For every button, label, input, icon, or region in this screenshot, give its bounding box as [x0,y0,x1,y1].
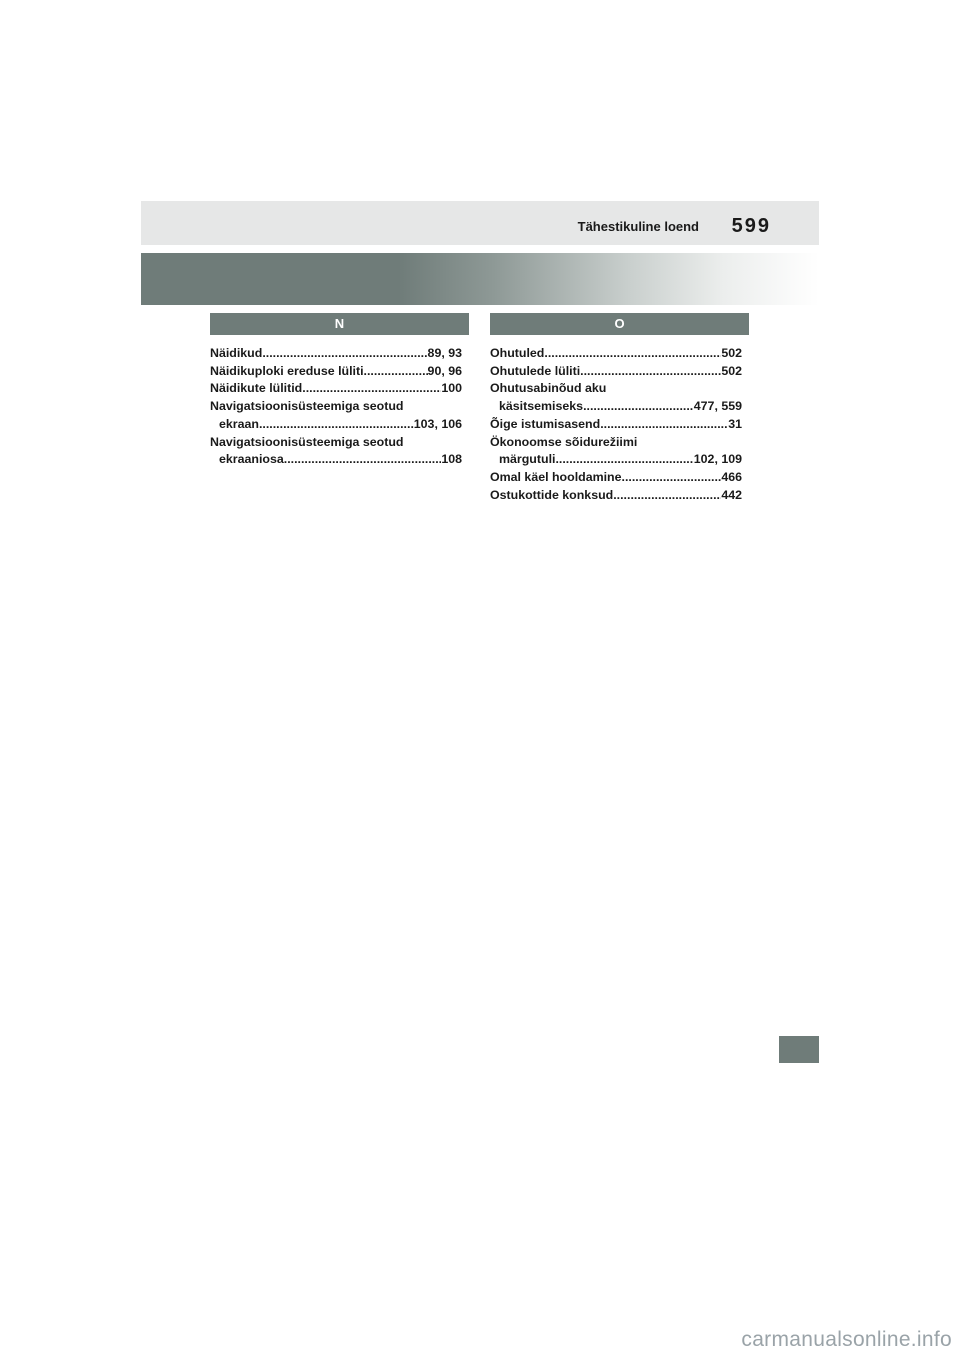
section-letter-o: O [490,313,749,335]
entry-term: Ohutuled [490,346,545,360]
index-entry [490,434,742,452]
entry-term: Ökonoomse sõidurežiimi [490,434,638,449]
entry-page: 502 [721,363,742,378]
index-subentry [490,451,742,469]
index-entry [210,345,462,363]
entry-term: märgutuli [499,452,556,467]
entry-page: 31 [728,416,742,431]
index-entry [210,363,462,381]
entry-page: 108 [441,452,462,467]
decorative-banner [141,253,819,305]
entry-page: 477, 559 [693,399,742,414]
entry-term: Näidikuploki ereduse lüliti [210,363,364,378]
entry-page: 102, 109 [693,452,742,467]
entry-term: käsitsemiseks [499,399,584,414]
chapter-thumb-tab [779,1036,819,1063]
dot-leader [284,451,442,469]
index-entry [490,487,742,505]
entry-term: Õige istumisasend [490,416,601,431]
index-subentry [490,398,742,416]
entry-page: 502 [721,346,742,360]
index-entry [210,434,462,452]
entry-term: Ohutulede lüliti [490,363,581,378]
index-list-n [210,345,462,469]
section-title: Tähestikuline loend [577,219,699,234]
dot-leader [544,345,721,363]
index-entry [490,380,742,398]
dot-leader [259,416,414,434]
entry-page: 103, 106 [413,416,462,431]
page-number: 599 [731,215,771,237]
index-subentry [210,451,462,469]
entry-term: Ostukottide konksud [490,487,614,502]
index-entry [210,398,462,416]
entry-term: Näidikud [210,346,263,360]
entry-page: 89, 93 [427,346,462,360]
dot-leader [613,487,721,505]
entry-term: Navigatsioonisüsteemiga seotud [210,434,404,449]
dot-leader [622,469,722,487]
entry-page: 466 [721,469,742,484]
entry-page: 442 [721,487,742,502]
section-letter-n: N [210,313,469,335]
entry-term: Navigatsioonisüsteemiga seotud [210,399,404,414]
index-section-o [490,313,749,504]
index-entry [490,469,742,487]
index-entry [210,380,462,398]
page-header [141,201,819,245]
dot-leader [364,363,428,381]
dot-leader [262,345,427,363]
dot-leader [580,363,721,381]
index-entry [490,416,742,434]
entry-term: ekraan [219,416,259,431]
watermark: carmanualsonline.info [741,1328,952,1351]
index-section-n [210,313,469,469]
entry-term: Ohutusabinõud aku [490,381,607,396]
entry-term: Näidikute lülitid [210,381,303,396]
dot-leader [555,451,693,469]
index-list-o [490,345,742,504]
entry-page: 100 [441,381,462,396]
index-subentry [210,416,462,434]
entry-term: ekraaniosa [219,452,284,467]
dot-leader [583,398,694,416]
entry-term: Omal käel hooldamine [490,469,622,484]
entry-page: 90, 96 [427,363,462,378]
dot-leader [302,380,441,398]
dot-leader [600,416,728,434]
index-entry [490,345,742,363]
index-entry [490,363,742,381]
